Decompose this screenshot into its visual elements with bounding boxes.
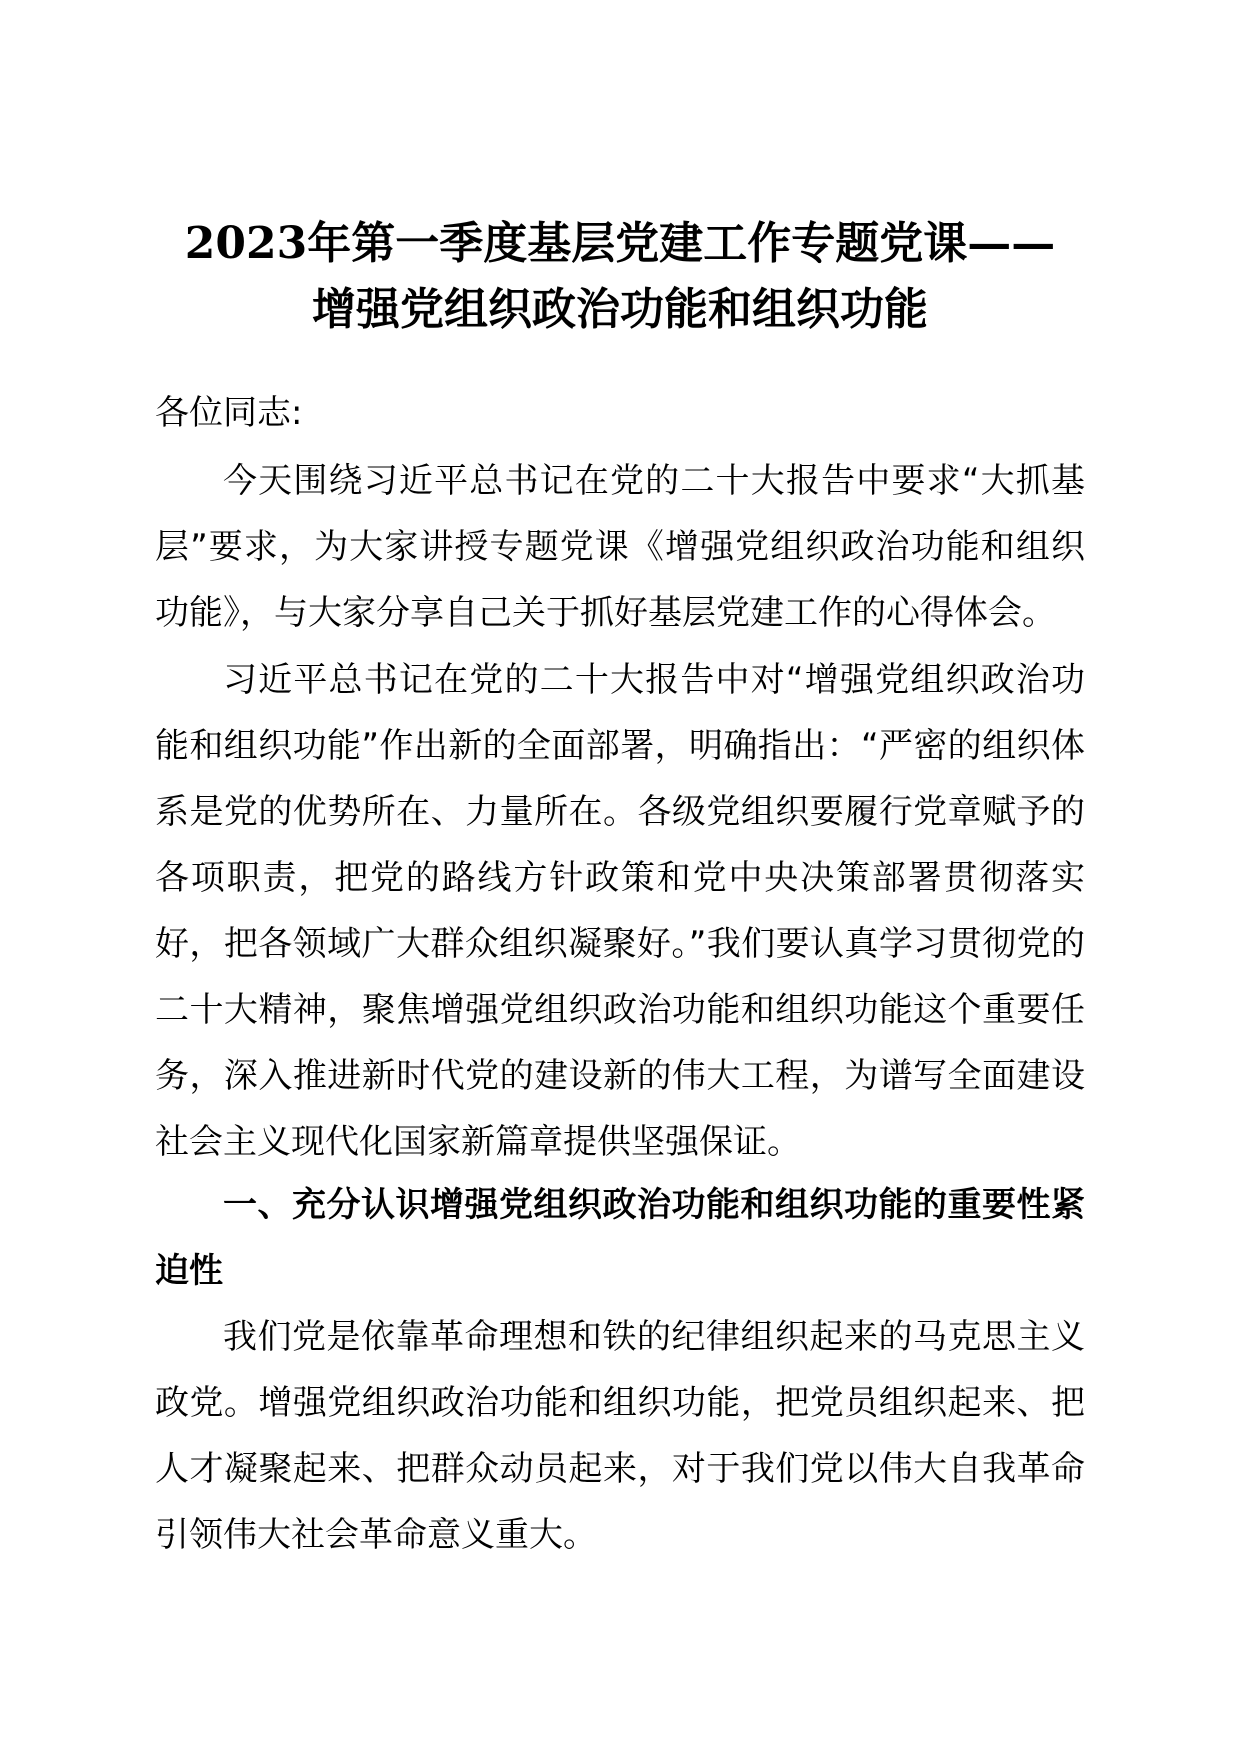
section-heading-1: 一、充分认识增强党组织政治功能和组织功能的重要性紧迫性 xyxy=(155,1185,1085,1291)
document-title-line1: 2023年第一季度基层党建工作专题党课—— xyxy=(184,218,1056,269)
salutation: 各位同志: xyxy=(155,393,303,433)
document-title-line2: 增强党组织政治功能和组织功能 xyxy=(312,284,928,335)
paragraph-intro: 今天围绕习近平总书记在党的二十大报告中要求“大抓基层”要求，为大家讲授专题党课《增强党组织政治功能和组织功能》，与大家分享自己关于抓好基层党建工作的心得体会。 xyxy=(155,461,1085,633)
paragraph-report-quote: 习近平总书记在党的二十大报告中对“增强党组织政治功能和组织功能”作出新的全面部署，明确指出：“严密的组织体系是党的优势所在、力量所在。各级党组织要履行党章赋予的各项职责，把党的路线方针政策和党中央决策部署贯彻落实好，把各领域广大群众组织凝聚好。”我们要认真学习贯彻党的二十大精神，聚焦增强党组织政治功能和组织功能这个重要任务，深入推进新时代党的建设新的伟大工程，为谱写全面建设社会主义现代化国家新篇章提供坚强保证。 xyxy=(155,660,1085,1162)
paragraph-section1-body: 我们党是依靠革命理想和铁的纪律组织起来的马克思主义政党。增强党组织政治功能和组织功能，把党员组织起来、把人才凝聚起来、把群众动员起来，对于我们党以伟大自我革命引领伟大社会革命意义重大。 xyxy=(155,1317,1085,1555)
